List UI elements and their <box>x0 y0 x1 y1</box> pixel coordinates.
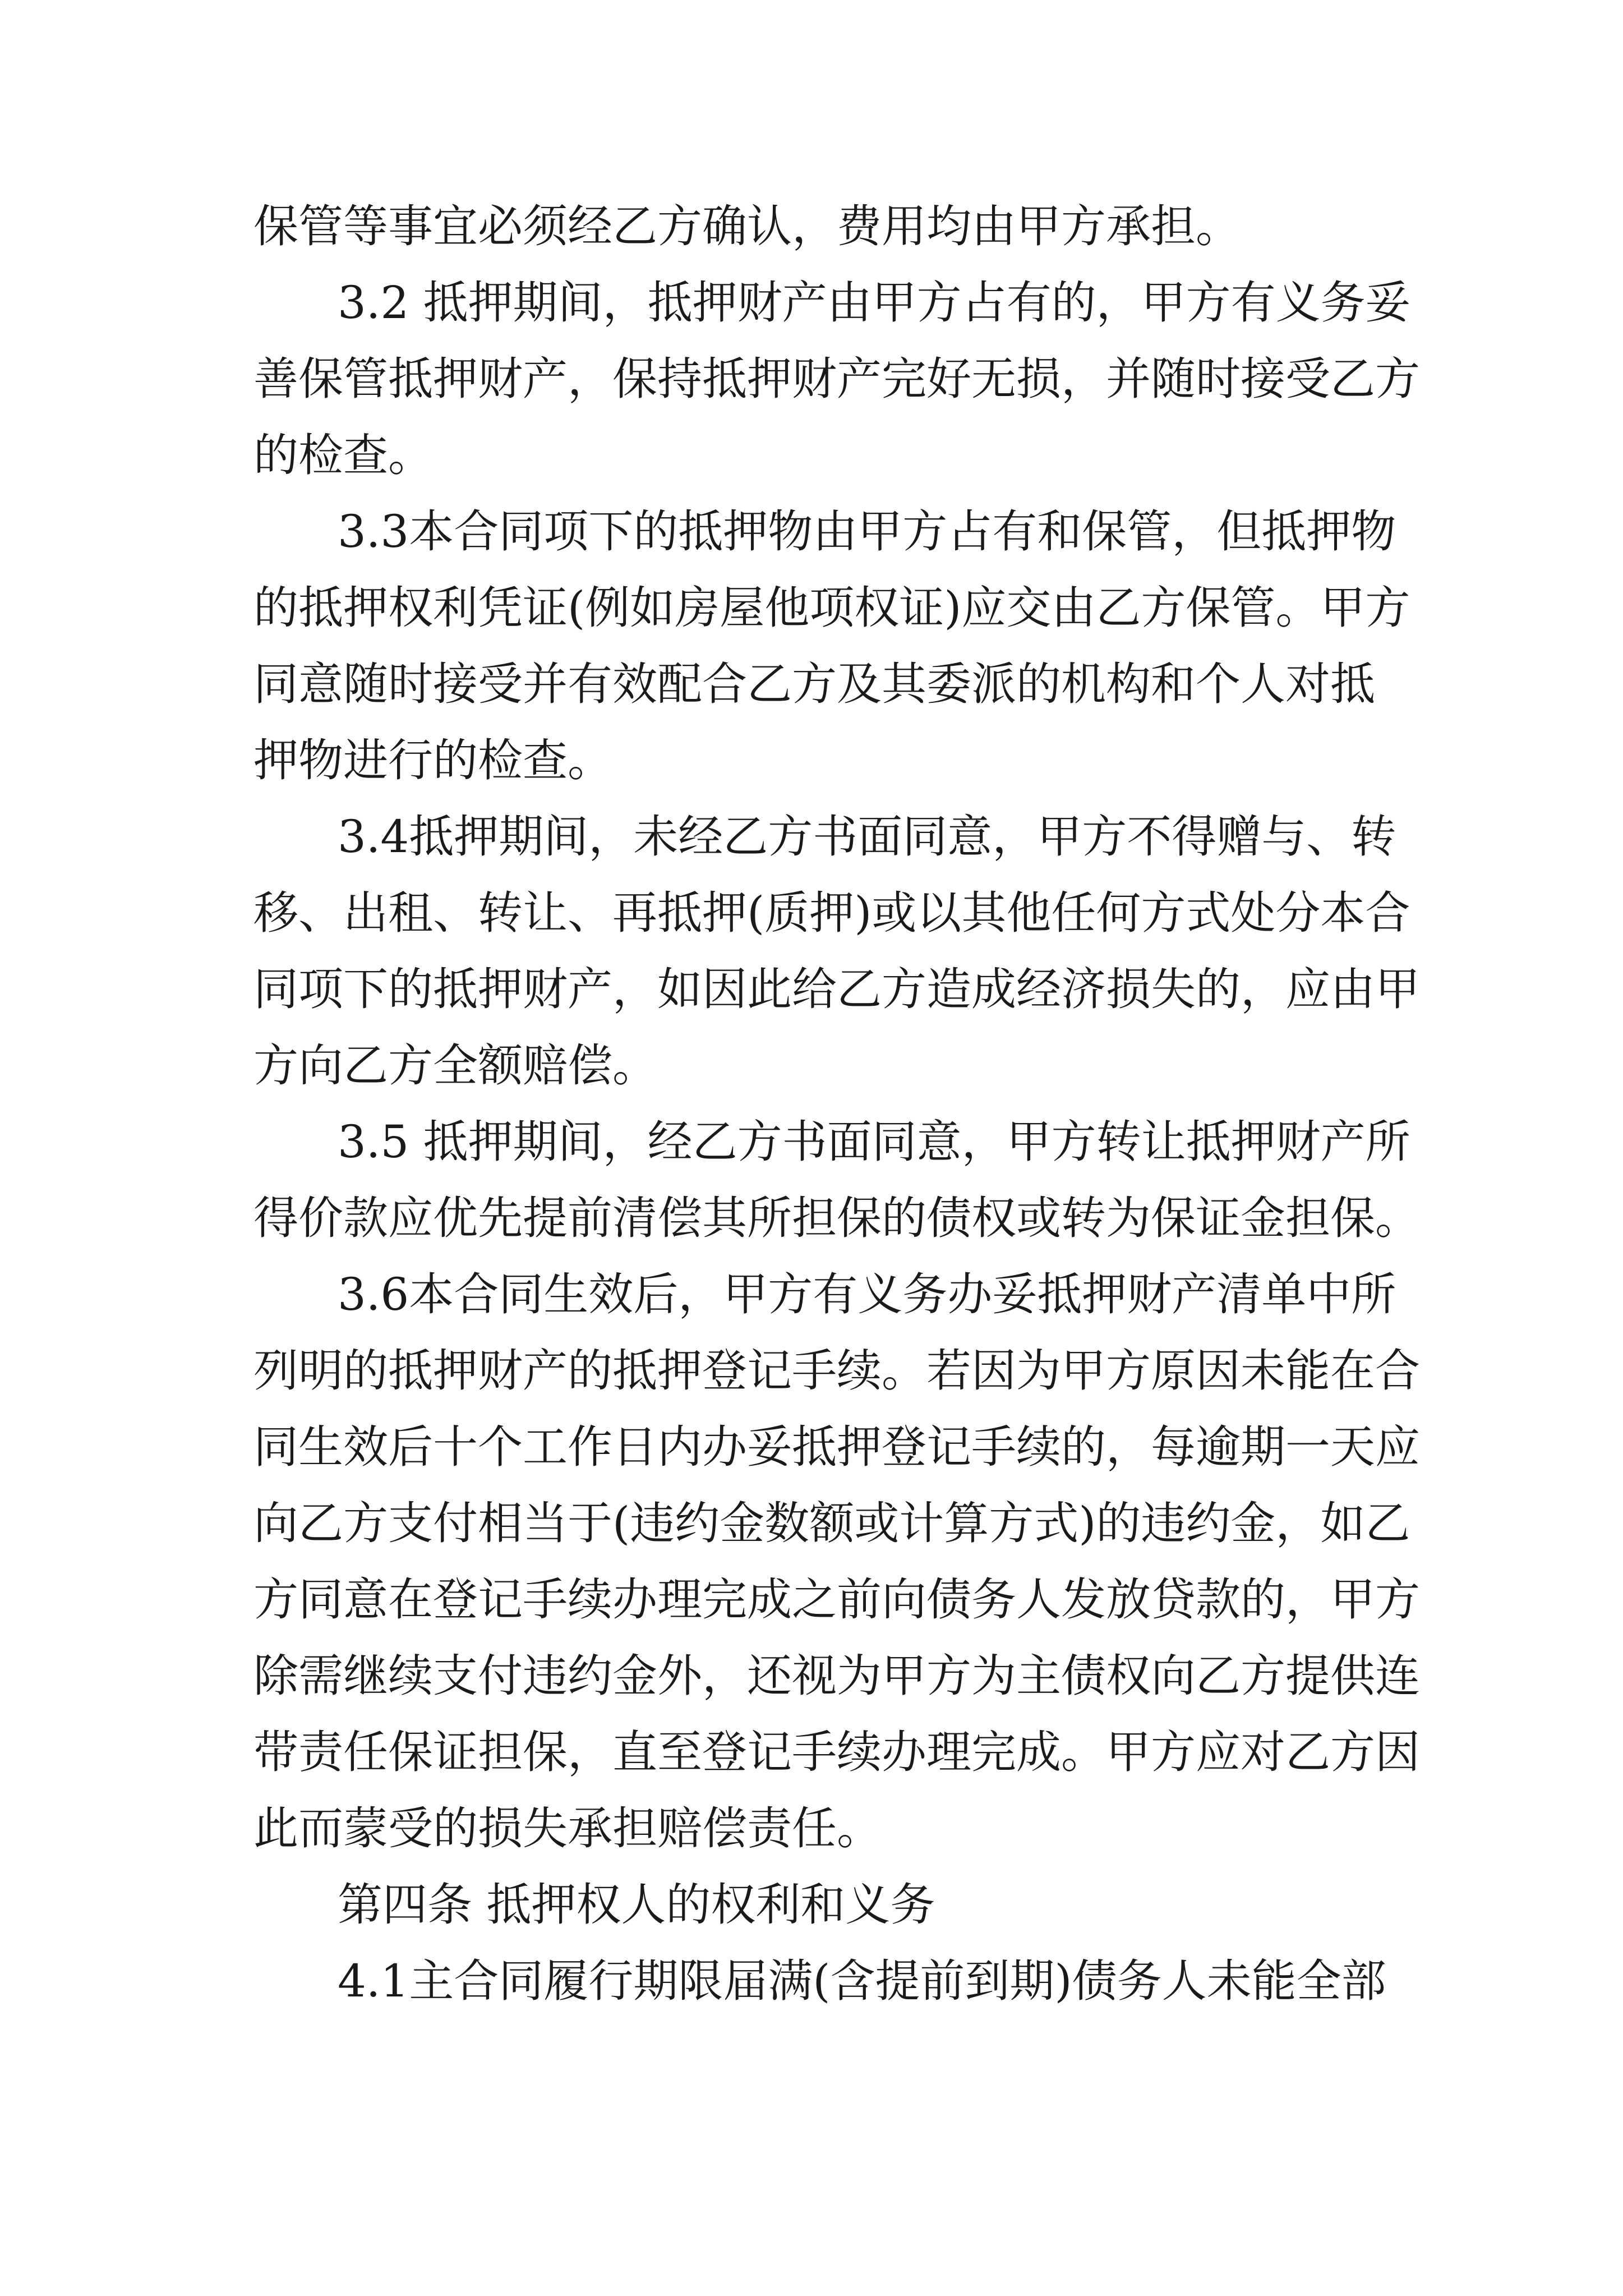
text-line: 保管等事宜必须经乙方确认，费用均由甲方承担。 <box>253 200 1241 252</box>
text-line: 押物进行的检查。 <box>253 734 612 786</box>
text-line: 3.6本合同生效后，甲方有义务办妥抵押财产清单中所 <box>338 1268 1396 1320</box>
text-line: 善保管抵押财产，保持抵押财产完好无损，并随时接受乙方 <box>253 353 1420 405</box>
section-heading: 第四条 抵押权人的权利和义务 <box>338 1879 935 1931</box>
text-line: 除需继续支付违约金外，还视为甲方为主债权向乙方提供连 <box>253 1650 1420 1702</box>
text-line: 4.1主合同履行期限届满(含提前到期)债务人未能全部 <box>338 1955 1386 2007</box>
text-line: 带责任保证担保，直至登记手续办理完成。甲方应对乙方因 <box>253 1726 1420 1778</box>
text-line: 方同意在登记手续办理完成之前向债务人发放贷款的，甲方 <box>253 1573 1420 1626</box>
text-line: 此而蒙受的损失承担赔偿责任。 <box>253 1802 882 1855</box>
text-line: 3.5 抵押期间，经乙方书面同意，甲方转让抵押财产所 <box>338 1116 1410 1168</box>
text-line: 列明的抵押财产的抵押登记手续。若因为甲方原因未能在合 <box>253 1345 1420 1397</box>
text-line: 的检查。 <box>253 429 433 481</box>
text-line: 同项下的抵押财产，如因此给乙方造成经济损失的，应由甲 <box>253 963 1420 1015</box>
text-line: 3.2 抵押期间，抵押财产由甲方占有的，甲方有义务妥 <box>338 277 1410 329</box>
text-line: 同意随时接受并有效配合乙方及其委派的机构和个人对抵 <box>253 658 1375 710</box>
text-line: 得价款应优先提前清偿其所担保的债权或转为保证金担保。 <box>253 1192 1420 1244</box>
text-line: 的抵押权利凭证(例如房屋他项权证)应交由乙方保管。甲方 <box>253 582 1410 634</box>
text-line: 同生效后十个工作日内办妥抵押登记手续的，每逾期一天应 <box>253 1421 1420 1473</box>
text-line: 方向乙方全额赔偿。 <box>253 1039 657 1092</box>
text-line: 移、出租、转让、再抵押(质押)或以其他任何方式处分本合 <box>253 887 1410 939</box>
text-line: 向乙方支付相当于(违约金数额或计算方式)的违约金，如乙 <box>253 1497 1410 1549</box>
text-line: 3.3本合同项下的抵押物由甲方占有和保管，但抵押物 <box>338 505 1396 558</box>
text-line: 3.4抵押期间，未经乙方书面同意，甲方不得赠与、转 <box>338 811 1396 863</box>
